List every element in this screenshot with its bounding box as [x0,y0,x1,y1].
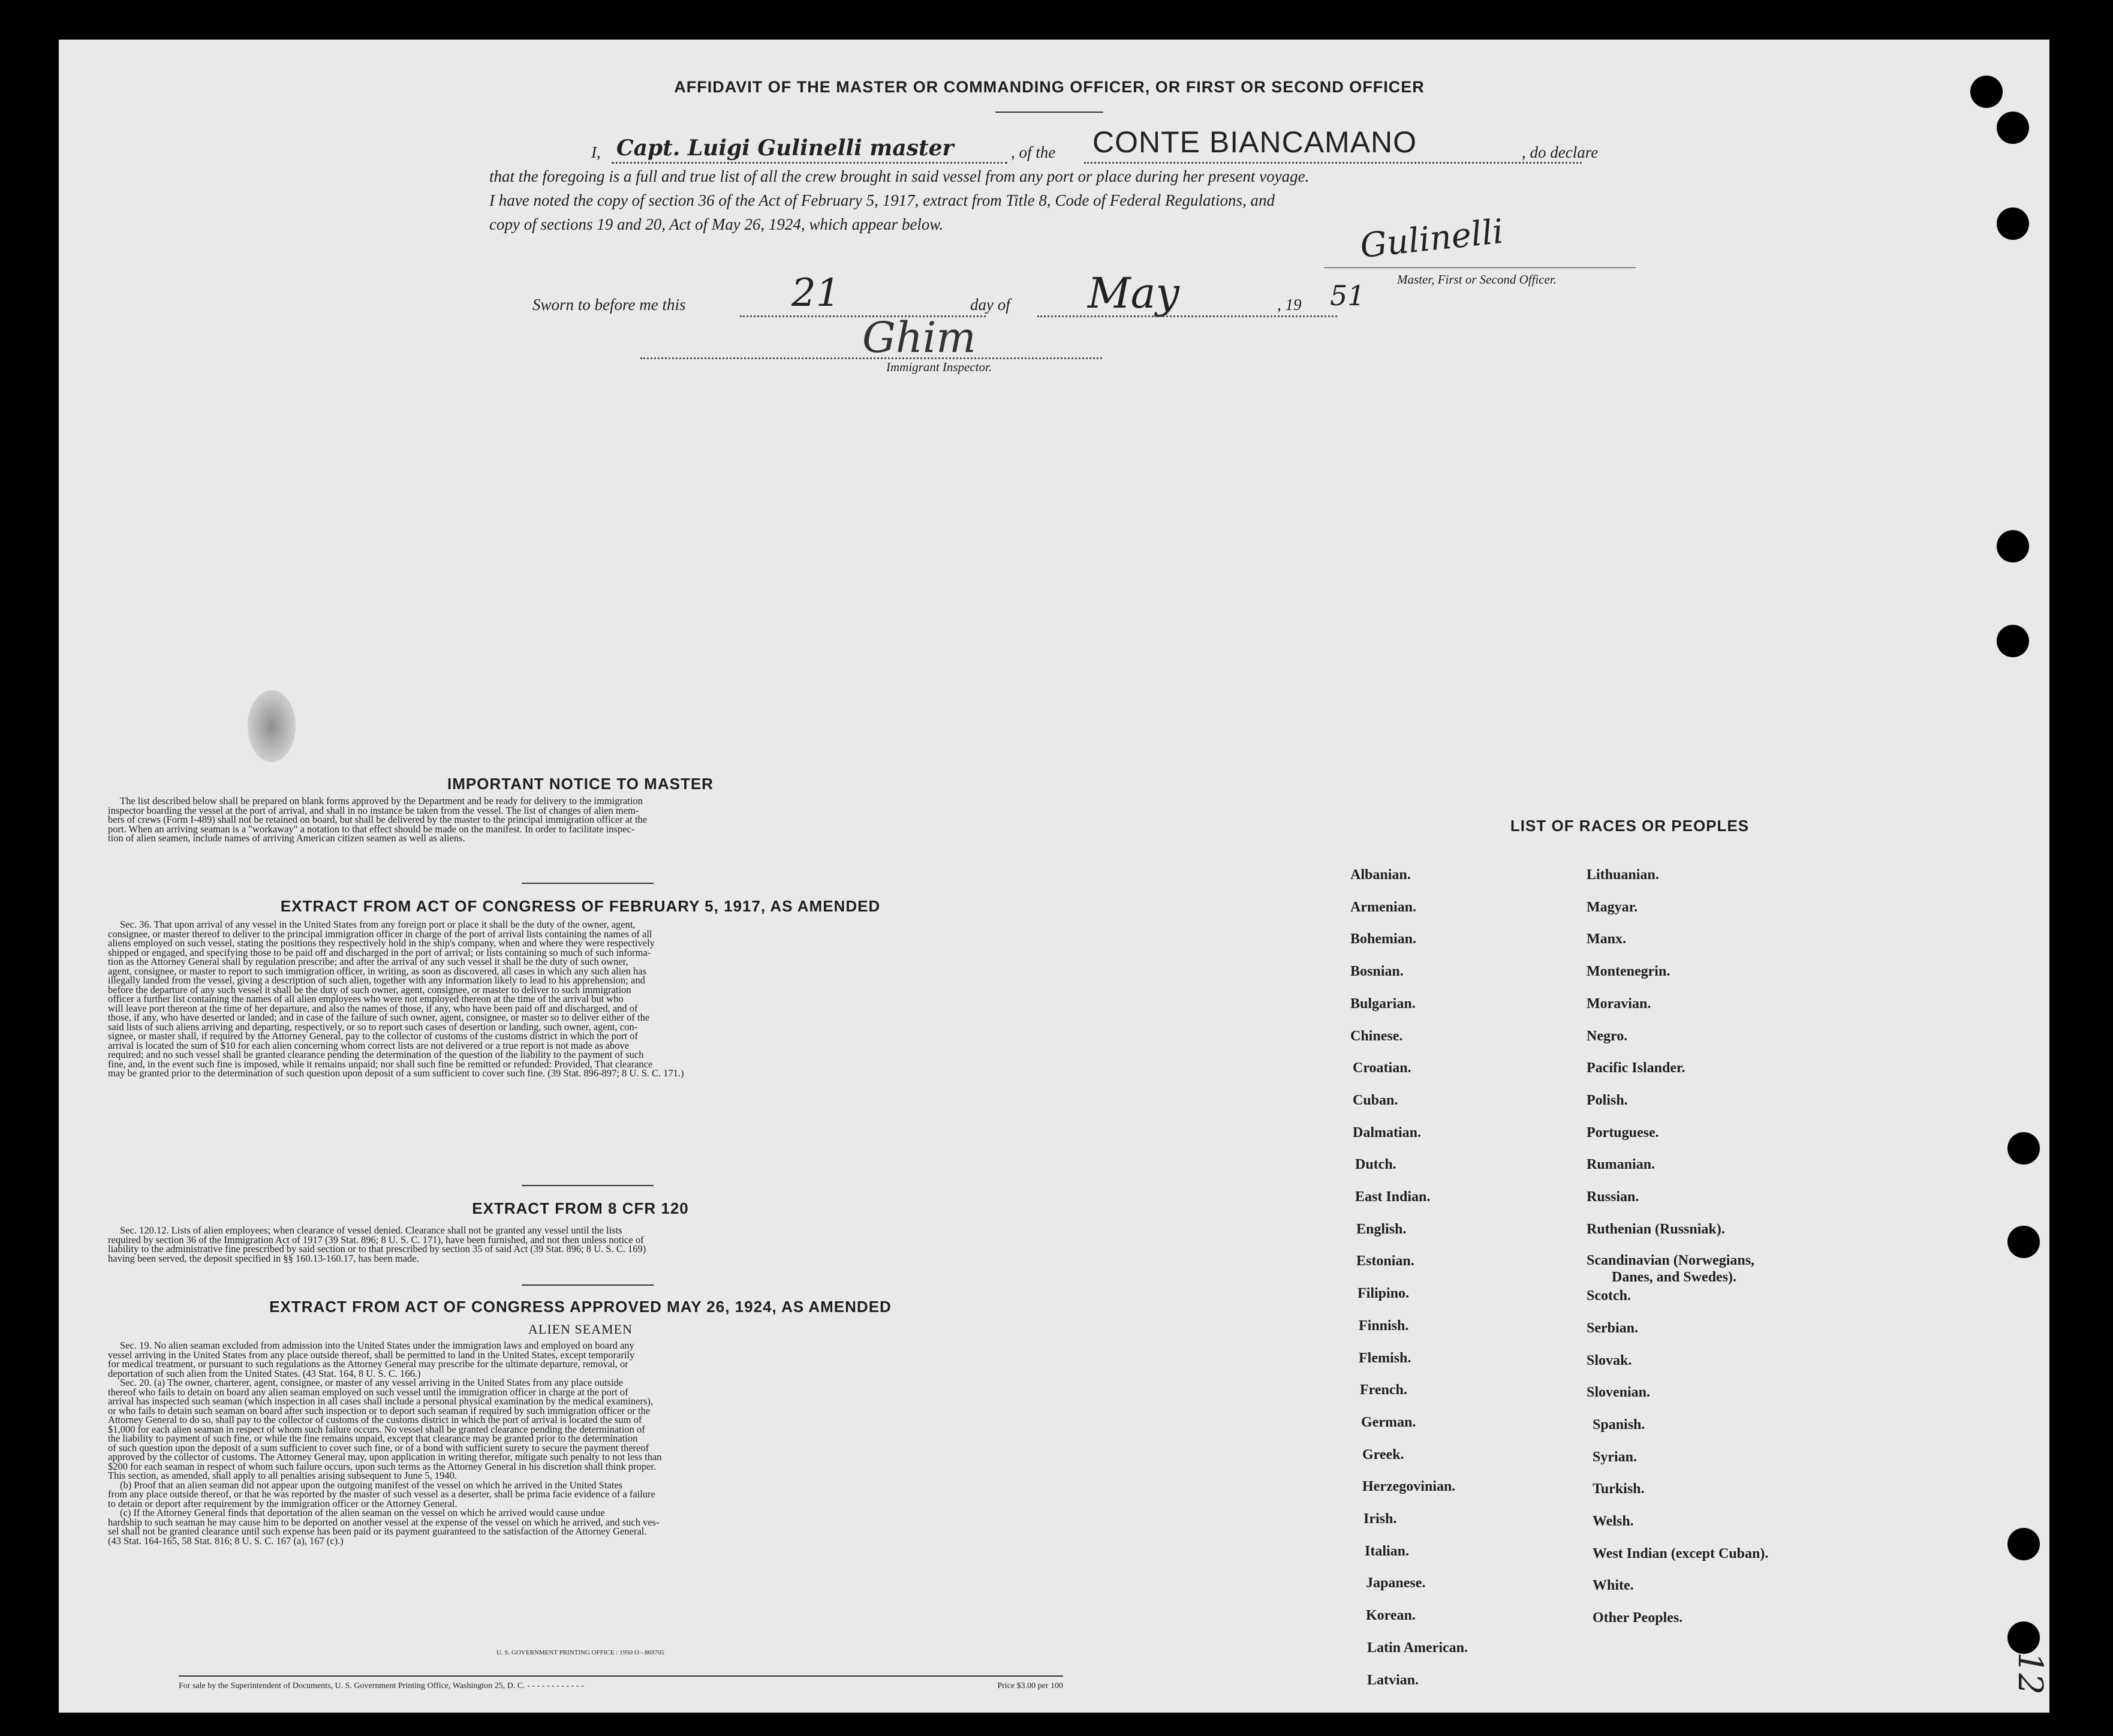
punch-hole [2007,1621,2040,1654]
race-item: Rumanian. [1587,1157,1656,1172]
race-item: Pacific Islander. [1587,1060,1685,1076]
race-item: Danes, and Swedes). [1612,1269,1737,1285]
race-item: Other Peoples. [1593,1610,1683,1626]
extract-1917-title: EXTRACT FROM ACT OF CONGRESS OF FEBRUARY 5, 1917, AS AMENDED [280,897,881,915]
of-the-label: , of the [1011,143,1056,161]
declaration-prefix: I, [591,143,601,161]
extract-cfr-paragraph [108,1226,1061,1263]
race-item: White. [1593,1578,1634,1593]
race-item: Scotch. [1587,1288,1631,1304]
extract-1924-line: hardship to such seaman he may cause him to be deported on another vessel at the expense of the vessel on which he arrived, and such ves- [108,1516,660,1528]
extract-1917-line: tion as the Attorney General shall by regulation prescribe; and after the arrival of any such vessel it shall be the duty of such owner, [108,956,628,967]
race-item: Finnish. [1359,1318,1409,1334]
race-item: Croatian. [1353,1060,1411,1076]
divider [522,1284,654,1286]
do-declare-label: , do declare [1522,143,1599,161]
ink-smudge [248,690,296,762]
notice-line: port. When an arriving seaman is a "workaway" a notation to that effect should be made on the manifest. In order to facilitate inspec- [108,823,635,835]
extract-1924-paragraph [108,1341,1061,1545]
divider [522,1185,654,1186]
race-item: Bohemian. [1350,931,1417,947]
extract-1917-line: those, if any, who have deserted or landed; and in case of the failure of such owner, agent, consignee, or master so to deliver either of the [108,1012,650,1023]
extract-1924-line: the liability to payment of such fine, or while the fine remains unpaid, except that clearance may be granted prior to the determination [108,1433,638,1444]
punch-hole [2007,1528,2040,1560]
race-item: Polish. [1587,1093,1628,1108]
sworn-day: 21 [791,271,841,315]
extract-1924-line: (c) If the Attorney General finds that deportation of the alien seaman on the vessel on which he arrived would cause undue [120,1507,605,1518]
extract-1917-line: Sec. 36. That upon arrival of any vessel in the United States from any foreign port or place it shall be the duty of the owner, agent, [120,919,636,930]
declaration-line-2: that the foregoing is a full and true list of all the crew brought in said vessel from any port or place during her present voyage. [489,167,1310,185]
race-item: Japanese. [1366,1575,1426,1591]
extract-1924-line: approved by the collector of customs. The Attorney General may, upon application in writing therefor, mitigate such penalty to not less than [108,1451,662,1463]
race-item: Filipino. [1358,1286,1410,1301]
extract-1924-line: for medical treatment, or pursuant to such regulations as the Attorney General may prescribe for the ultimate departure, removal, or [108,1358,628,1370]
declaration-line-4: copy of sections 19 and 20, Act of May 26, 1924, which appear below. [489,215,944,233]
do-declare-text [1522,139,1678,166]
extract-1917-line: before the departure of any such vessel it shall be the duty of such owner, agent, consignee, or master to deliver to such immigration [108,983,631,995]
inspector-caption: Immigrant Inspector. [886,360,992,374]
sworn-year: 51 [1330,279,1365,312]
extract-1917-line: officer a further list containing the names of all alien employees who were not employed thereon at the time of the arrival but who [108,993,624,1004]
extract-1917-line: signee, or master shall, if required by the Attorney General, pay to the collector of customs of the customs district in which the port of [108,1030,638,1042]
race-item: Herzegovinian. [1362,1479,1456,1494]
race-item: French. [1360,1382,1407,1398]
race-item: Lithuanian. [1587,867,1659,883]
document-page [59,40,2049,1713]
extract-1917-line: required; and no such vessel shall be granted clearance pending the determination of the question of the liability to the payment of such [108,1049,644,1060]
footer-price: Price $3.00 per 100 [997,1681,1063,1690]
declaration-line-3: I have noted the copy of section 36 of the Act of February 5, 1917, extract from Title 8, Code of Federal Regulations, and [489,191,1275,209]
extract-1924-title: EXTRACT FROM ACT OF CONGRESS APPROVED MAY 26, 1924, AS AMENDED [269,1298,892,1316]
extract-1917-line: fine, and, in the event such fine is imposed, while it remains unpaid; nor shall such fine be remitted or refunded: Provided, That clearance [108,1058,653,1070]
extract-1917-line: consignee, or master thereof to deliver to the principal immigration officer in charge of the port of arrival lists containing the names of all [108,928,652,940]
race-item: Spanish. [1593,1417,1645,1433]
extract-1924-line: $200 for each seaman in respect of whom such failure occurs, upon such terms as the Attorney General in his discretion shall think proper. [108,1460,657,1472]
race-item: German. [1361,1415,1416,1430]
notice-line: The list described below shall be prepared on blank forms approved by the Department and be ready for delivery to the immigration [120,795,643,807]
race-item: Montenegrin. [1587,964,1670,979]
punch-hole [1997,112,2029,144]
race-item: Russian. [1587,1189,1639,1205]
race-item: Dutch. [1355,1157,1396,1172]
punch-hole [1970,76,2003,108]
extract-1917-line: agent, consignee, or master to report to such immigration officer, in writing, as soon as discovered, all cases in which any such alien has [108,965,647,977]
inspector-signature: Ghim [862,313,976,362]
race-item: Scandinavian (Norwegians, [1587,1253,1755,1268]
races-title: LIST OF RACES OR PEOPLES [1510,817,1750,835]
race-item: West Indian (except Cuban). [1593,1546,1769,1562]
race-item: Bulgarian. [1350,996,1416,1012]
race-item: Magyar. [1587,899,1638,915]
extract-1924-line: (43 Stat. 164-165, 58 Stat. 816; 8 U. S. C. 167 (a), 167 (c).) [108,1535,344,1547]
margin-mark: 12 [2010,1651,2050,1695]
race-item: Latin American. [1367,1640,1468,1656]
divider [522,883,654,884]
extract-1924-line: Attorney General to do so, shall pay to the collector of customs of the customs district in which the port of arrival is located the sum of [108,1414,642,1425]
extract-cfr-title: EXTRACT FROM 8 CFR 120 [472,1199,689,1217]
extract-1917-line: aliens employed on such vessel, stating the positions they respectively hold in the ship's company, when and where they were respectively [108,937,655,949]
race-item: Italian. [1365,1544,1410,1559]
race-item: Serbian. [1587,1320,1639,1336]
punch-hole [1997,207,2029,240]
punch-hole [1997,530,2029,562]
race-item: Welsh. [1593,1514,1634,1529]
master-name-handwritten: Capt. Luigi Gulinelli master [616,136,954,161]
race-item: Armenian. [1350,899,1416,915]
race-item: Negro. [1587,1028,1628,1044]
sworn-month: May [1088,269,1179,318]
extract-cfr-line: liability to the administrative fine prescribed by said section or to that prescribed by section 35 of said Act (39 Stat. 896; 8 U. S. C. 169) [108,1243,646,1254]
year-prefix: , 19 [1277,296,1302,314]
race-item: Manx. [1587,931,1626,947]
race-item: Albanian. [1350,867,1411,883]
extract-1924-line: vessel arriving in the United States from any place outside thereof, shall be permitted to land in the United States, except temporarily [108,1349,635,1361]
race-item: Portuguese. [1587,1125,1659,1141]
race-item: Estonian. [1356,1253,1414,1269]
extract-1924-line: of such question upon the deposit of a sum sufficient to cover such fine, or of a bond with sufficient surety to secure the payment thereof [108,1442,649,1454]
extract-1924-line: Sec. 20. (a) The owner, charterer, agent, consignee, or master of any vessel arriving in the United States from any place outside [120,1377,624,1388]
extract-1917-line: may be granted prior to the determination of such question upon deposit of a sum sufficient to cover such fine. (39 Stat. 896-897; 8 U. S. C. 171.) [108,1067,684,1079]
race-item: Greek. [1362,1447,1404,1463]
punch-hole [2007,1226,2040,1258]
race-item: Latvian. [1367,1672,1419,1688]
notice-title: IMPORTANT NOTICE TO MASTER [447,775,714,793]
extract-1924-subtitle: ALIEN SEAMEN [528,1322,633,1337]
race-item: Chinese. [1350,1028,1403,1044]
extract-1924-line: Sec. 19. No alien seaman excluded from admission into the United States under the immigration laws and employed on board any [120,1340,634,1351]
notice-line: inspector boarding the vessel at the port of arrival, and shall in no instance be taken from the vessel. The list of changes of alien mem- [108,804,639,816]
footer-left: For sale by the Superintendent of Documents, U. S. Government Printing Office, Washington 25, D. C. - - - - - - - - - - - - [179,1681,584,1690]
race-item: Dalmatian. [1353,1125,1421,1141]
sworn-prefix: Sworn to before me this [532,296,686,314]
race-item: East Indian. [1355,1189,1431,1205]
punch-hole [2007,1132,2040,1165]
extract-1924-line: This section, as amended, shall apply to all penalties arising subsequent to June 5, 1940. [108,1470,457,1481]
notice-line: tion of alien seamen, include names of arriving American citizen seamen as well as aliens. [108,832,465,844]
extract-1924-line: from any place outside thereof, or that he was reported by the master of such vessel as a deserter, shall be prima facie evidence of a failure [108,1488,655,1500]
extract-cfr-line: having been served, the deposit specified in §§ 160.13-160.17, has been made. [108,1252,419,1264]
extract-1924-line: or who fails to detain such seaman on board after such inspection or to deport such seaman if required by such immigration officer or the [108,1404,651,1416]
race-item: Moravian. [1587,996,1651,1012]
extract-1917-line: arrival is located the sum of $10 for each alien concerning whom correct lists are not delivered or a true report is not made as above [108,1039,630,1051]
notice-paragraph [108,796,1061,843]
printing-office-note: U. S. GOVERNMENT PRINTING OFFICE : 1950 O - 869705 [496,1649,664,1656]
extract-1924-line: to detain or deport after requirement by the immigration officer or the Attorney General. [108,1497,457,1509]
race-item: Flemish. [1359,1350,1411,1366]
race-item: Turkish. [1593,1481,1645,1497]
extract-1917-line: said lists of such aliens arriving and departing, respectively, or so to report such cases of desertion or landing, such owner, agent, con- [108,1021,638,1033]
extract-1924-line: $1,000 for each alien seaman in respect of whom such failure occurs. No vessel shall be granted clearance pending the determination of [108,1423,645,1435]
race-item: Cuban. [1353,1093,1398,1108]
officer-signature: Gulinelli [1358,212,1506,266]
notice-line: bers of crews (Form I-489) shall not be retained on board, but shall be delivered by the master to the principal immigration officer at the [108,814,648,825]
vessel-name: CONTE BIANCAMANO [1092,125,1417,159]
extract-1924-line: arrival has inspected such seaman (which inspection in all cases shall include a personal physical examination by the medical examiners), [108,1395,654,1407]
extract-1917-line: shipped or engaged, and specifying those to be paid off and discharged in the port of arrival; or lists containing so much of such informa- [108,946,651,958]
extract-1924-line: deportation of such alien from the United States. (43 Stat. 164, 8 U. S. C. 166.) [108,1367,421,1379]
race-item: Irish. [1363,1511,1397,1527]
race-item: English. [1356,1221,1407,1237]
divider [995,112,1103,113]
extract-1917-line: will leave port thereon at the time of her departure, and also the names of those, if any, who have been paid off and discharged, and of [108,1002,638,1014]
officer-caption: Master, First or Second Officer. [1397,272,1557,287]
footer-rule [179,1675,1063,1677]
race-item: Slovak. [1587,1353,1632,1368]
officer-signature-line [1324,267,1636,268]
race-item: Ruthenian (Russniak). [1587,1221,1725,1237]
race-item: Syrian. [1593,1449,1638,1465]
race-item: Slovenian. [1587,1385,1651,1400]
race-item: Korean. [1366,1608,1416,1623]
extract-1917-paragraph [108,920,1061,1078]
extract-1924-line: (b) Proof that an alien seaman did not appear upon the outgoing manifest of the vessel on which he arrived in the United States [120,1479,623,1491]
inspector-line [640,357,1102,359]
day-of-label: day of [970,296,1010,314]
race-item: Bosnian. [1350,964,1404,979]
extract-1924-line: thereof who fails to detain on board any alien seaman employed on such vessel until the immigration officer in charge at the port of [108,1386,628,1398]
extract-cfr-line: Sec. 120.12. Lists of alien employees; when clearance of vessel denied. Clearance shall not be granted any vessel until the lists [120,1224,622,1236]
footer [179,1681,1063,1691]
extract-1917-line: illegally landed from the vessel, giving a description of such alien, together with any information likely to lead to his apprehension; and [108,974,645,986]
extract-1924-line: sel shall not be granted clearance until such expense has been paid or its payment guaranteed to the satisfaction of the Attorney General. [108,1526,647,1537]
extract-cfr-line: required by section 36 of the Immigration Act of 1917 (39 Stat. 896; 8 U. S. C. 171), have been furnished, and not then unless notice of [108,1233,644,1245]
punch-hole [1997,625,2029,657]
affidavit-title: AFFIDAVIT OF THE MASTER OR COMMANDING OFFICER, OR FIRST OR SECOND OFFICER [674,78,1425,96]
